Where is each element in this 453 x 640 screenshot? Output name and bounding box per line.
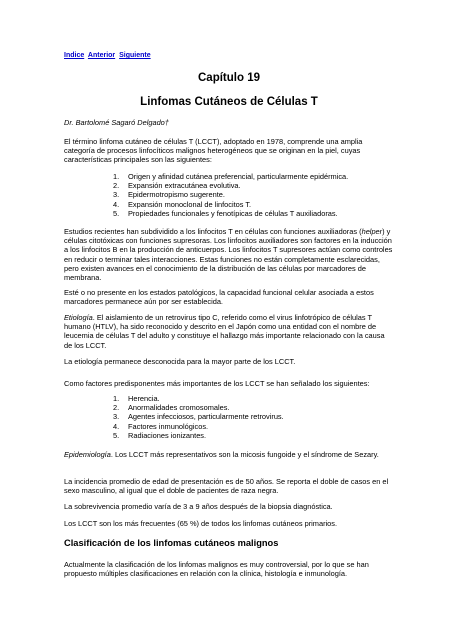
list-item bbox=[64, 172, 348, 181]
characteristics-list bbox=[64, 172, 348, 218]
list-item-text: Propiedades funcionales y fenotípicas de células T auxiliadoras. bbox=[128, 208, 338, 218]
author-line: Dr. Bartolomé Sagaró Delgado† bbox=[64, 118, 169, 127]
list-item bbox=[64, 431, 284, 440]
etiology-label: Etiología bbox=[64, 313, 93, 322]
list-item bbox=[64, 200, 348, 209]
paragraph-frequency: Los LCCT son los más frecuentes (65 %) de todos los linfomas cutáneos primarios. bbox=[64, 519, 338, 528]
list-item-text: Expansión monoclonal de linfocitos T. bbox=[128, 199, 252, 209]
list-item-number: 4. bbox=[113, 421, 120, 431]
index-link[interactable]: Indice bbox=[64, 52, 85, 59]
list-item bbox=[64, 412, 284, 421]
list-item-text: Agentes infecciosos, particularmente retrovirus. bbox=[128, 412, 284, 422]
next-link[interactable]: Siguiente bbox=[119, 52, 151, 59]
list-item-text: Factores inmunológicos. bbox=[128, 421, 209, 431]
paragraph-lymphocytes: Estudios recientes han subdividido a los linfocitos T en células con funciones auxiliadoras (helper) y células citotóxicas con funciones supresoras. Los linfocitos auxiliadores son factores en la inducción a los linfocitos B en la producción de anticuerpos. Los linfocitos T supresores actúan como controles en reducir o terminar tales interacciones. Estas funciones no están completamente esclarecidas, pero existen avances en el conocimiento de la distribución de las células por marcadores de membrana. bbox=[64, 227, 393, 283]
list-item bbox=[64, 403, 284, 412]
paragraph-epidemiology: Epidemiología. Los LCCT más representativos son la micosis fungoide y el síndrome de Sezary. bbox=[64, 450, 379, 459]
list-item bbox=[64, 422, 284, 431]
intro-paragraph: El término linfoma cutáneo de células T (LCCT), adoptado en 1978, comprende una amplia categoría de procesos linfocíticos malignos heterogéneos que se originan en la piel, cuyas características principales son las siguientes: bbox=[64, 137, 363, 165]
section-heading-classification: Clasificación de los linfomas cutáneos malignos bbox=[64, 538, 279, 548]
list-item bbox=[64, 209, 348, 218]
list-item-text: Radiaciones ionizantes. bbox=[128, 430, 207, 440]
helper-term: helper bbox=[361, 227, 383, 236]
predisposing-factors-list bbox=[64, 394, 284, 440]
list-item-text: Anormalidades cromosomales. bbox=[128, 403, 230, 413]
list-item bbox=[64, 190, 348, 199]
list-item-number: 2. bbox=[113, 403, 120, 413]
previous-link[interactable]: Anterior bbox=[87, 52, 116, 59]
paragraph-predisposing: Como factores predisponentes más importantes de los LCCT se han señalado los siguientes: bbox=[64, 379, 370, 388]
list-item-number: 3. bbox=[113, 412, 120, 422]
list-item-number: 1. bbox=[113, 172, 120, 181]
chapter-heading: Capítulo 19 bbox=[198, 72, 260, 84]
list-item-number: 1. bbox=[113, 394, 120, 403]
list-item-number: 3. bbox=[113, 190, 120, 200]
paragraph-markers: Esté o no presente en los estados patológicos, la capacidad funcional celular asociada a estos marcadores permanece aún por ser establecida. bbox=[64, 288, 374, 307]
paragraph-incidence: La incidencia promedio de edad de presentación es de 50 años. Se reporta el doble de casos en el sexo masculino, al igual que el doble de pacientes de raza negra. bbox=[64, 477, 389, 496]
epidemiology-label: Epidemiología bbox=[64, 450, 111, 459]
list-item-number: 4. bbox=[113, 199, 120, 209]
list-item-text: Epidermotropismo sugerente. bbox=[128, 190, 225, 200]
navigation-links bbox=[64, 52, 153, 59]
list-item bbox=[64, 181, 348, 190]
paragraph-classification: Actualmente la clasificación de los linfomas malignos es muy controversial, por lo que se han propuesto múltiples clasificaciones en relación con la clínica, histología e inmunología. bbox=[64, 560, 369, 579]
list-item-number: 5. bbox=[113, 208, 120, 218]
list-item-text: Origen y afinidad cutánea preferencial, particularmente epidérmica. bbox=[128, 172, 349, 181]
paragraph-etiology-unknown: La etiología permanece desconocida para la mayor parte de los LCCT. bbox=[64, 357, 296, 366]
list-item-text: Herencia. bbox=[128, 394, 160, 403]
page-title: Linfomas Cutáneos de Células T bbox=[140, 96, 318, 108]
list-item-number: 2. bbox=[113, 181, 120, 191]
paragraph-survival: La sobrevivencia promedio varía de 3 a 9 años después de la biopsia diagnóstica. bbox=[64, 502, 333, 511]
list-item bbox=[64, 394, 284, 403]
list-item-number: 5. bbox=[113, 430, 120, 440]
paragraph-etiology: Etiología. El aislamiento de un retrovirus tipo C, referido como el virus linfotrópico de células T humano (HTLV), ha sido reconocido y descrito en el Japón como una entidad con el nombre de leucemia de células T del adulto y constituye el hallazgo más importante relacionado con la causa de los LCCT. bbox=[64, 313, 385, 350]
list-item-text: Expansión extracutánea evolutiva. bbox=[128, 181, 241, 191]
